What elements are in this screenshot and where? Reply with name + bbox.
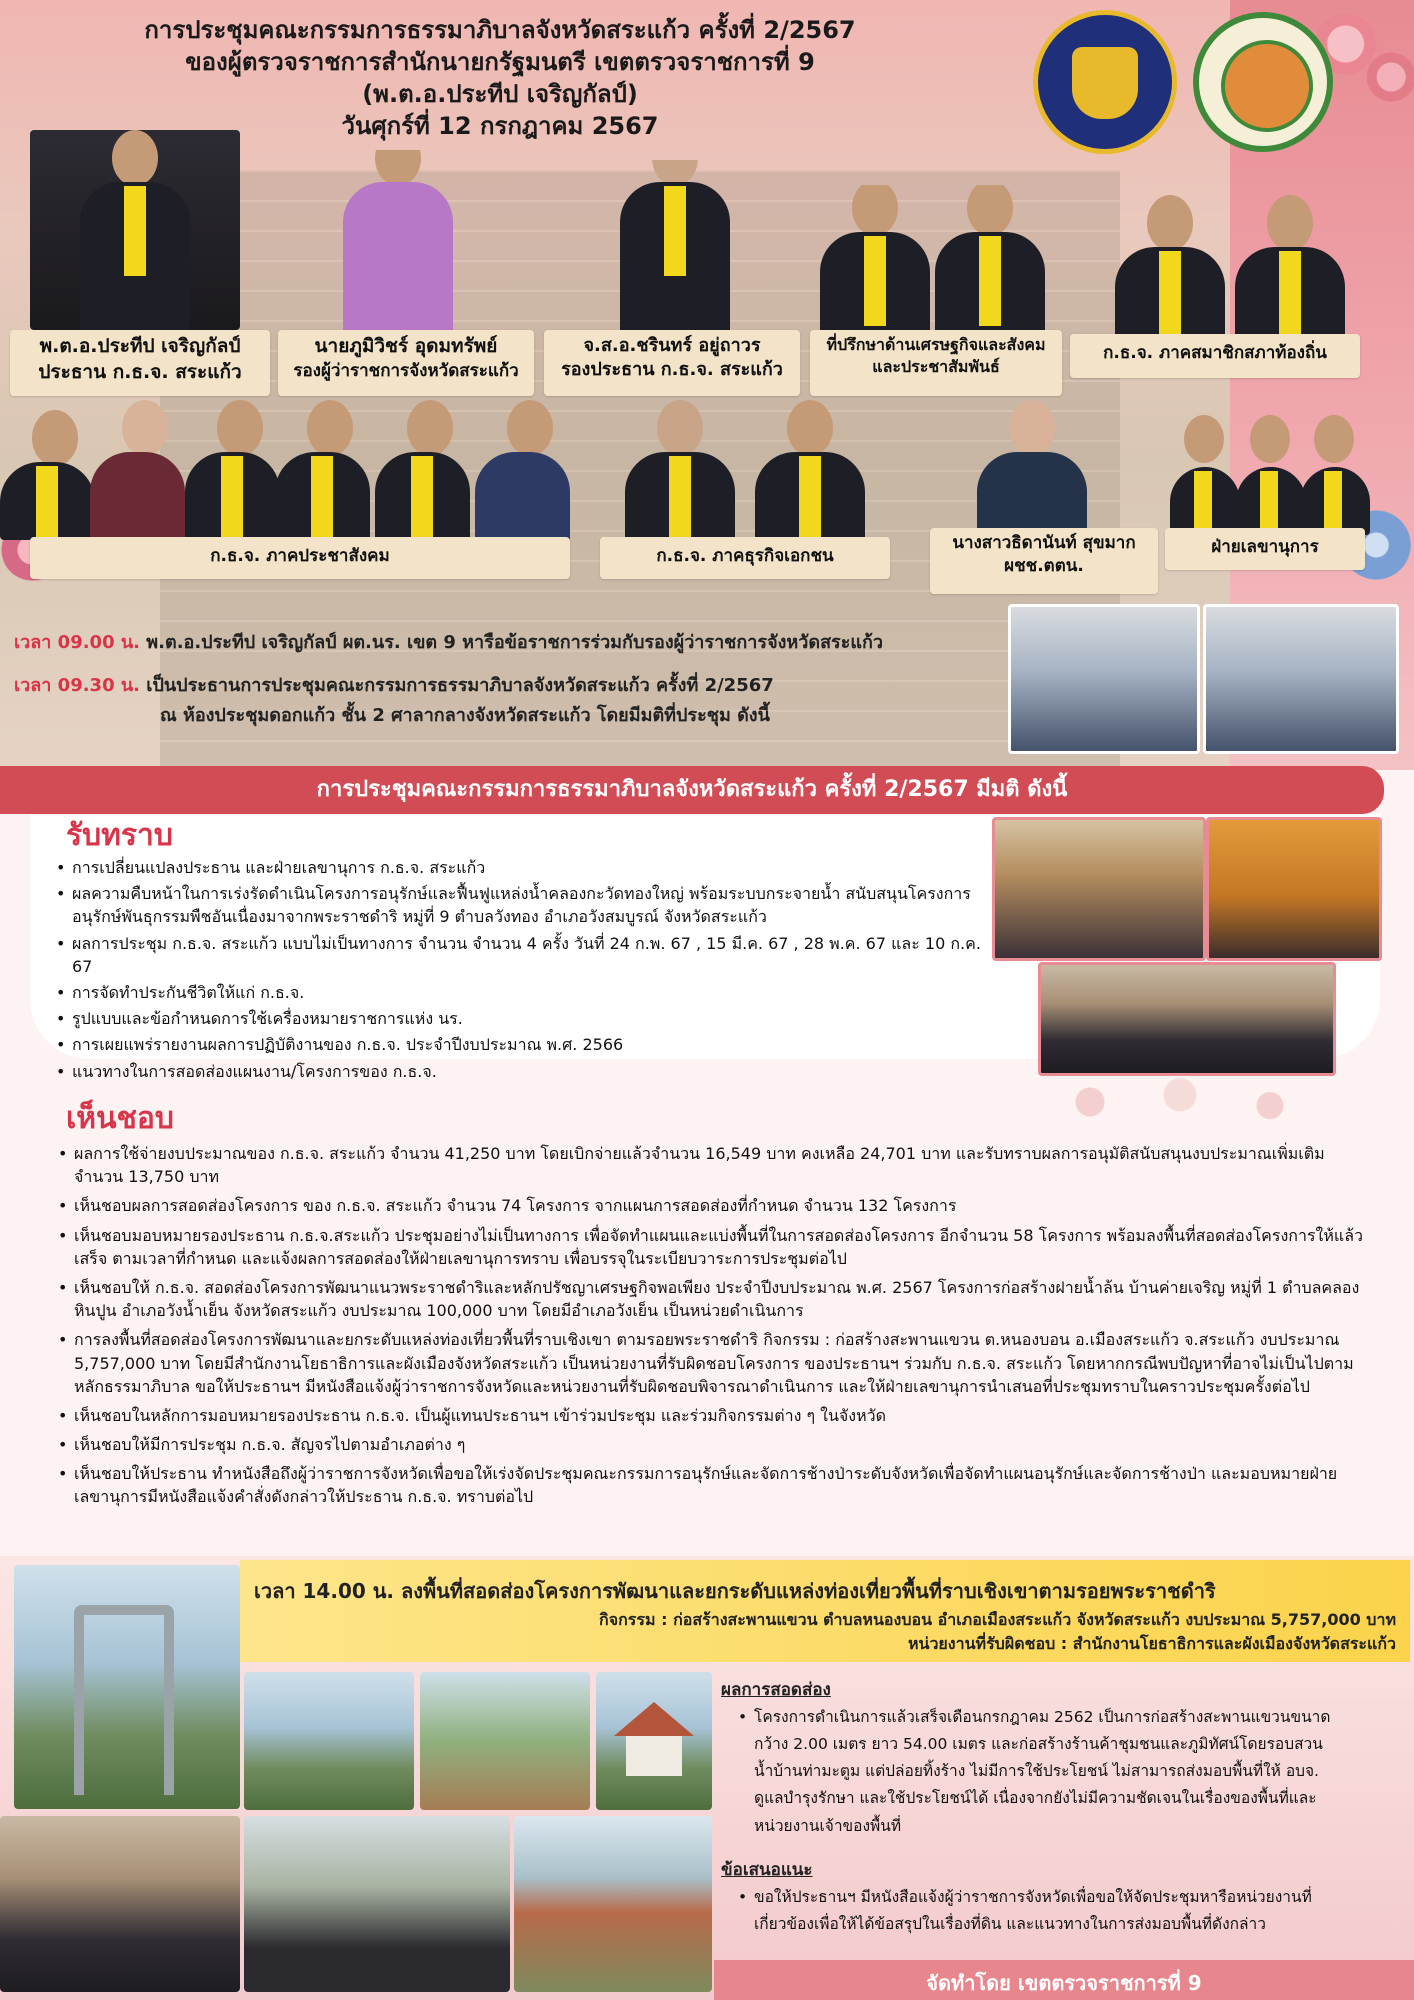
schedule-item [14, 627, 1004, 656]
person-figure [1235, 195, 1345, 335]
person-figure [977, 400, 1087, 530]
discussion-photo-1 [1008, 604, 1200, 754]
person-figure [80, 130, 190, 330]
expert-photo [965, 400, 1100, 530]
site-visit-activity: กิจกรรม : ก่อสร้างสะพานแขวน ตำบลหนองบอน อำเภอเมืองสระแก้ว จังหวัดสระแก้ว งบประมาณ 5,757,000 บาท [599, 1610, 1396, 1629]
person-figure [0, 410, 95, 540]
list-item: • โครงการดำเนินการแล้วเสร็จเดือนกรกฎาคม 2562 เป็นการก่อสร้างสะพานแขวนขนาดกว้าง 2.00 เมตร ยาว 54.00 เมตร และก่อสร้างร้านค้าชุมชนและภูมิทัศน์โดยรอบสวนน้ำบ้านท่ามะตูม แต่ปล่อยทิ้งร้าง ไม่มีการใช้ประโยชน์ ไม่สามารถส่งมอบพื้นที่ให้ อบจ. ดูแลบำรุงรักษา และใช้ประโยชน์ได้ เนื่องจากยังไม่มีความชัดเจนในเรื่องของพื้นที่และหน่วยงานเจ้าของพื้นที่ [736, 1704, 1336, 1840]
proposal-list [736, 1884, 1336, 1938]
acknowledge-heading: รับทราบ [66, 818, 173, 853]
person-figure [275, 400, 370, 540]
community-shop-photo [596, 1672, 712, 1810]
government-seal-logo [1033, 10, 1177, 154]
group-photo [1038, 962, 1336, 1076]
proposal-heading: ข้อเสนอแนะ [721, 1860, 813, 1880]
list-item: • แนวทางในการสอดส่องแผนงาน/โครงการของ ก.ธ.จ. [54, 1060, 994, 1083]
list-item: • ผลความคืบหน้าในการเร่งรัดดำเนินโครงการอนุรักษ์และฟื้นฟูแหล่งน้ำคลองกะวัดทองใหญ่ พร้อมระบบกระจายน้ำ สนับสนุนโครงการอนุรักษ์พันธุกรรมพืชอันเนื่องมาจากพระราชดำริ หมู่ที่ 9 ตำบลวังทอง อำเภอวังสมบูรณ์ จังหวัดสระแก้ว [54, 882, 994, 928]
label-line: จ.ส.อ.ชรินทร์ อยู่ถาวร [583, 335, 761, 356]
person-label-vice-governor [278, 330, 534, 396]
seal-emblem [1221, 40, 1313, 132]
person-label-expert [930, 528, 1158, 594]
approve-heading: เห็นชอบ [66, 1101, 174, 1136]
person-figure [625, 400, 735, 540]
bridge-photo-2 [244, 1672, 414, 1810]
list-item: • เห็นชอบให้ ก.ธ.จ. สอดส่องโครงการพัฒนาแนวพระราชดำริและหลักปรัชญาเศรษฐกิจพอเพียง ประจำปีงบประมาณ พ.ศ. 2567 โครงการก่อสร้างฝายน้ำล้น บ้านค่ายเจริญ หมู่ที่ 1 ตำบลคลองหินปูน อำเภอวังน้ำเย็น จังหวัดสระแก้ว งบประมาณ 100,000 บาท โดยมีอำเภอวังเย็น เป็นหน่วยดำเนินการ [56, 1276, 1376, 1322]
label-line: ก.ธ.จ. ภาคประชาสังคม [210, 546, 390, 566]
title-line: วันศุกร์ที่ 12 กรกฎาคม 2567 [341, 112, 659, 141]
list-item: • เห็นชอบมอบหมายรองประธาน ก.ธ.จ.สระแก้ว ประชุมอย่างไม่เป็นทางการ เพื่อจัดทำแผนและแบ่งพื้นที่ในการสอดส่องโครงการ อีกจำนวน 58 โครงการ พร้อมลงพื้นที่สอดส่องโครงการให้แล้วเสร็จ ตามเวลาที่กำหนด และแจ้งผลการสอดส่องให้ฝ่ายเลขานุการทราบ เพื่อบรรจุในระเบียบวาระการประชุมต่อไป [56, 1224, 1376, 1270]
person-figure [90, 400, 185, 540]
page-title [40, 14, 960, 143]
advisors-photo [810, 185, 1060, 330]
schedule-text: ณ ห้องประชุมดอกแก้ว ชั้น 2 ศาลากลางจังหวัดสระแก้ว โดยมีมติที่ประชุม ดังนี้ [160, 705, 770, 726]
results-list [736, 1704, 1336, 1840]
person-figure [1170, 415, 1240, 535]
flower-decoration [1030, 1066, 1330, 1138]
local-council-members-photo [1105, 195, 1355, 335]
person-label-chairman [10, 330, 270, 396]
list-item: • การเปลี่ยนแปลงประธาน และฝ่ายเลขานุการ ก.ธ.จ. สระแก้ว [54, 856, 994, 879]
label-line: ประธาน ก.ธ.จ. สระแก้ว [38, 360, 242, 383]
site-visit-title: เวลา 14.00 น. ลงพื้นที่สอดส่องโครงการพัฒนาและยกระดับแหล่งท่องเที่ยวพื้นที่ราบเชิงเขาตามรอยพระราชดำริ [254, 1579, 1216, 1603]
title-line: การประชุมคณะกรรมการธรรมาภิบาลจังหวัดสระแก้ว ครั้งที่ 2/2567 [144, 16, 856, 44]
discussion-photo-2 [1203, 604, 1399, 754]
site-visit-group-photo [0, 1816, 240, 1992]
vice-governor-photo [318, 150, 488, 330]
person-figure [343, 150, 453, 330]
person-figure [755, 400, 865, 540]
bridge-walkway-photo [420, 1672, 590, 1810]
list-item: • เห็นชอบในหลักการมอบหมายรองประธาน ก.ธ.จ. เป็นผู้แทนประธานฯ เข้าร่วมประชุม และร่วมกิจกรรมต่าง ๆ ในจังหวัด [56, 1404, 1376, 1427]
document-handover-photo [244, 1816, 510, 1992]
person-figure [1236, 415, 1306, 535]
list-item: • รูปแบบและข้อกำหนดการใช้เครื่องหมายราชการแห่ง นร. [54, 1007, 994, 1030]
label-line: รองประธาน ก.ธ.จ. สระแก้ว [561, 359, 783, 381]
schedule-time: เวลา 09.30 น. [14, 675, 141, 696]
footer-credit: จัดทำโดย เขตตรวจราชการที่ 9 [926, 1971, 1202, 1995]
label-line: พ.ต.อ.ประทีป เจริญกัลป์ [39, 335, 241, 357]
group-label-civil-society [30, 537, 570, 579]
person-figure [620, 160, 730, 330]
list-item: • ผลการใช้จ่ายงบประมาณของ ก.ธ.จ. สระแก้ว จำนวน 41,250 บาท โดยเบิกจ่ายแล้วจำนวน 16,549 บาท คงเหลือ 24,701 บาท และรับทราบผลการอนุมัติสนับสนุนงบประมาณเพิ่มเติม จำนวน 13,750 บาท [56, 1142, 1376, 1188]
label-line: นายภูมิวิชร์ อุดมทรัพย์ [314, 335, 498, 357]
list-item: • การลงพื้นที่สอดส่องโครงการพัฒนาและยกระดับแหล่งท่องเที่ยวพื้นที่ราบเชิงเขา ตามรอยพระราชดำริ กิจกรรม : ก่อสร้างสะพานแขวน ต.หนองบอน อ.เมืองสระแก้ว จ.สระแก้ว งบประมาณ 5,757,000 บาท โดยมีสำนักงานโยธาธิการและผังเมืองจังหวัดสระแก้ว เป็นหน่วยงานที่รับผิดชอบโครงการ ของประธานฯ ร่วมกับ ก.ธ.จ. สระแก้ว โดยหากกรณีพบปัญหาที่อาจไม่เป็นไปตามหลักธรรมาภิบาล ขอให้ประธานฯ มีหนังสือแจ้งผู้ว่าราชการจังหวัดและหน่วยงานที่รับผิดชอบพิจารณาดำเนินการ และให้ฝ่ายเลขานุการนำเสนอที่ประชุมทราบในคราวประชุมครั้งต่อไป [56, 1328, 1376, 1398]
list-item: • เห็นชอบผลการสอดส่องโครงการ ของ ก.ธ.จ. สระแก้ว จำนวน 74 โครงการ จากแผนการสอดส่องที่กำหนด จำนวน 132 โครงการ [56, 1194, 1376, 1217]
label-line: ก.ธ.จ. ภาคสมาชิกสภาท้องถิ่น [1103, 343, 1327, 363]
private-sector-members-photo [615, 400, 875, 540]
meeting-photo-2 [1206, 817, 1382, 961]
label-line: และประชาสัมพันธ์ [872, 356, 1000, 376]
list-item: • ขอให้ประธานฯ มีหนังสือแจ้งผู้ว่าราชการจังหวัดเพื่อขอให้จัดประชุมหารือหน่วยงานที่เกี่ยวข้องเพื่อให้ได้ข้อสรุปในเรื่องที่ดิน และแนวทางในการส่งมอบพื้นที่ดังกล่าว [736, 1884, 1336, 1938]
person-figure [1300, 415, 1370, 535]
banner-text: การประชุมคณะกรรมการธรรมาภิบาลจังหวัดสระแก้ว ครั้งที่ 2/2567 มีมติ ดังนี้ [316, 777, 1068, 802]
person-label-vice-chairman [544, 330, 800, 396]
label-line: ฝ่ายเลขานุการ [1211, 537, 1319, 557]
shop-wall [626, 1736, 682, 1776]
person-figure [1115, 195, 1225, 335]
results-heading: ผลการสอดส่อง [721, 1680, 831, 1700]
seal-emblem [1072, 47, 1138, 119]
suspension-bridge-photo [14, 1565, 240, 1809]
list-item: • เห็นชอบให้ประธาน ทำหนังสือถึงผู้ว่าราชการจังหวัดเพื่อขอให้เร่งจัดประชุมคณะกรรมการอนุรักษ์และจัดการช้างป่าระดับจังหวัดเพื่อจัดทำแผนอนุรักษ์และจัดการช้างป่า และมอบหมายฝ่ายเลขานุการมีหนังสือแจ้งคำสั่งดังกล่าวให้ประธาน ก.ธ.จ. ทราบต่อไป [56, 1462, 1376, 1508]
vice-chairman-photo [585, 160, 765, 330]
acknowledge-list [54, 856, 994, 1083]
chairman-photo [30, 130, 240, 330]
label-line: รองผู้ว่าราชการจังหวัดสระแก้ว [293, 360, 519, 381]
group-label-private-sector [600, 537, 890, 579]
group-label-secretariat [1165, 528, 1365, 570]
list-item: • ผลการประชุม ก.ธ.จ. สระแก้ว แบบไม่เป็นทางการ จำนวน จำนวน 4 ครั้ง วันที่ 24 ก.พ. 67 , 15 มี.ค. 67 , 28 พ.ค. 67 และ 10 ก.ค. 67 [54, 932, 994, 978]
person-figure [935, 185, 1045, 330]
meeting-photo-1 [992, 817, 1206, 961]
schedule-time: เวลา 09.00 น. [14, 632, 141, 653]
person-figure [375, 400, 470, 540]
community-building-photo [514, 1816, 712, 1992]
shop-roof [614, 1702, 694, 1736]
list-item: • เห็นชอบให้มีการประชุม ก.ธ.จ. สัญจรไปตามอำเภอต่าง ๆ [56, 1433, 1376, 1456]
ministry-seal-logo [1193, 12, 1333, 152]
title-line: (พ.ต.อ.ประทีป เจริญกัลป์) [362, 80, 638, 109]
list-item: • การเผยแพร่รายงานผลการปฏิบัติงานของ ก.ธ.จ. ประจำปีงบประมาณ พ.ศ. 2566 [54, 1033, 994, 1056]
list-item: • การจัดทำประกันชีวิตให้แก่ ก.ธ.จ. [54, 981, 994, 1004]
label-line: นางสาวธิดานันท์ สุขมาก [952, 533, 1136, 553]
schedule-text: พ.ต.อ.ประทีป เจริญกัลป์ ผต.นร. เขต 9 หารือข้อราชการร่วมกับรองผู้ว่าราชการจังหวัดสระแก้ว [146, 632, 883, 653]
label-line: ก.ธ.จ. ภาคธุรกิจเอกชน [656, 546, 834, 566]
person-figure [185, 400, 280, 540]
label-line: ที่ปรึกษาด้านเศรษฐกิจและสังคม [826, 335, 1046, 354]
person-label-local-council [1070, 334, 1360, 378]
person-figure [475, 400, 570, 540]
resolution-banner [0, 766, 1384, 814]
approve-list [56, 1142, 1376, 1509]
schedule-item [14, 670, 1004, 699]
secretariat-photo [1170, 410, 1370, 535]
person-figure [820, 185, 930, 330]
label-line: ผชช.ตตน. [1004, 555, 1084, 576]
title-line: ของผู้ตรวจราชการสำนักนายกรัฐมนตรี เขตตรวจราชการที่ 9 [185, 48, 815, 77]
site-visit-agency: หน่วยงานที่รับผิดชอบ : สำนักงานโยธาธิการและผังเมืองจังหวัดสระแก้ว [907, 1634, 1396, 1653]
civil-society-members-photo [0, 400, 590, 540]
schedule-item-continued [160, 700, 1010, 729]
schedule-text: เป็นประธานการประชุมคณะกรรมการธรรมาภิบาลจังหวัดสระแก้ว ครั้งที่ 2/2567 [146, 675, 774, 696]
person-label-advisors [810, 330, 1062, 396]
bridge-tower [74, 1605, 174, 1795]
